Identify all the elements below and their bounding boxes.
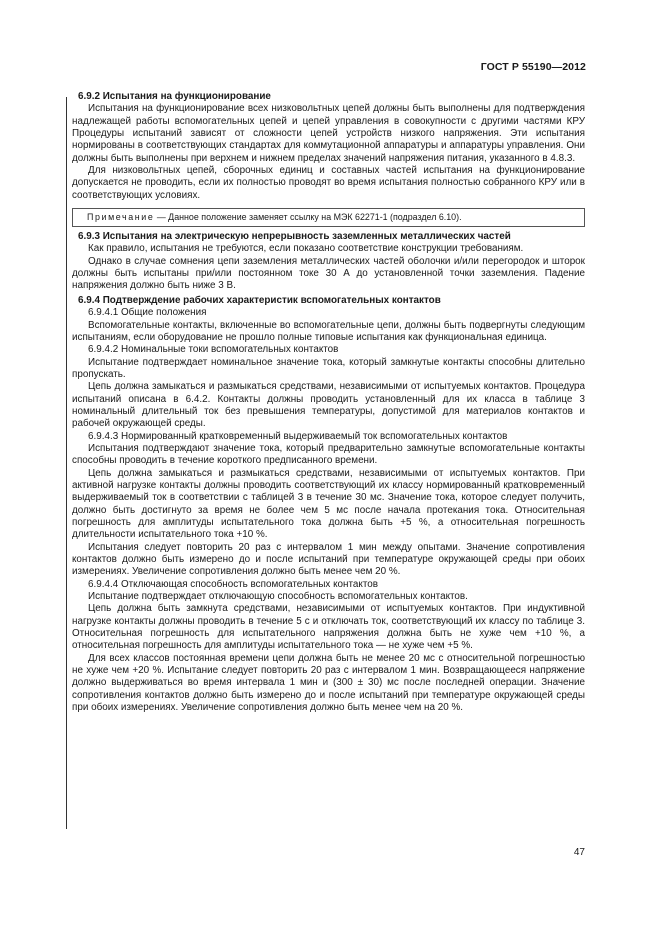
document-header: ГОСТ Р 55190—2012 (480, 61, 586, 73)
paragraph: Вспомогательные контакты, включенные во вспомогательные цепи, должны быть подвергнуты следующим испытаниям, если оборудование не прошло полные типовые испытания как функциональная единица. (72, 319, 585, 343)
section-heading-6-9-2: 6.9.2 Испытания на функционирование (78, 91, 271, 102)
section-heading-6-9-3: 6.9.3 Испытания на электрическую непрерывность заземленных металлических частей (78, 231, 511, 243)
paragraph: Испытания подтверждают значение тока, который предварительно замкнутые вспомогательные контакты способны проводить в течение короткого предписанного времени. (72, 442, 585, 467)
paragraph: Для низковольтных цепей, сборочных единиц и составных частей испытания на функционирование допускается не проводить, если их полностью проводят во время испытания полностью собранного КРУ или в соответствующих условиях. (72, 165, 585, 201)
subsection-heading-6-9-4-1: 6.9.4.1 Общие положения (88, 307, 207, 319)
paragraph: Испытание подтверждает номинальное значение тока, который замкнутые контакты способны длительно пропускать. (72, 356, 585, 380)
paragraph: Как правило, испытания не требуются, если показано соответствие конструкции требованиям. (88, 243, 524, 255)
subsection-heading-6-9-4-3: 6.9.4.3 Нормированный кратковременный выдерживаемый ток вспомогательных контактов (88, 430, 508, 442)
section-heading-6-9-4: 6.9.4 Подтверждение рабочих характеристик вспомогательных контактов (78, 294, 441, 306)
paragraph: Испытания следует повторить 20 раз с интервалом 1 мин между опытами. Значение сопротивления контактов должно быть измерено до и после испытаний при температуре окружающей среды при обоих измерениях. Увеличение сопротивления должно быть менее чем 20 %. (72, 541, 585, 578)
paragraph: Однако в случае сомнения цепи заземления металлических частей оболочки и/или перегородок и шторок должны быть испытаны при/или постоянном токе 30 А до установленной точки заземления. Падение напряжения должно быть ниже 3 В. (72, 255, 585, 292)
paragraph: Цепь должна замыкаться и размыкаться средствами, независимыми от испытуемых контактов. При активной нагрузке контакты должны проводить соответствующий их классу нормированный кратковременный выдерживаемый ток в соответствии с таблицей 3 в течение 30 мс. Значение тока, которое следует получить, должно быть достигнуто за время не более чем 5 мс после начала протекания тока. Относительная погрешность для амплитуды испытательного тока должна быть +5 %, а относительная погрешность длительности испытательного тока +10 %. (72, 467, 585, 541)
paragraph: Для всех классов постоянная времени цепи должна быть не менее 20 мс с относительной погрешностью не хуже чем +20 %. Испытание следует повторить 20 раз с интервалом 1 мин. Возвращающееся напряжение должно выдерживаться во время интервала 1 мин и (300 ± 30) мс после последней операции. Значение сопротивления контактов должно быть измерено до и после испытаний при температуре окружающей среды при обоих измерениях. Увеличение сопротивления должно быть менее чем на 20 %. (72, 652, 585, 714)
subsection-heading-6-9-4-4: 6.9.4.4 Отключающая способность вспомогательных контактов (88, 578, 378, 590)
paragraph: Цепь должна замыкаться и размыкаться средствами, независимыми от испытуемых контактов. Процедура испытаний описана в 6.4.2. Контакты должны проводить установленный для их класса в таблице 3 номинальный длительный ток без превышения температуры, допустимой для материалов контактов и рабочей окружающей среды. (72, 381, 585, 430)
paragraph: Испытание подтверждает отключающую способность вспомогательных контактов. (88, 591, 468, 603)
note-label: Примечание (87, 212, 155, 223)
page-number: 47 (573, 847, 585, 858)
note-box (72, 208, 585, 227)
document-body (72, 91, 585, 715)
revision-bar (66, 97, 67, 829)
note-text: — Данное положение заменяет ссылку на МЭК 62271-1 (подраздел 6.10). (154, 212, 462, 223)
subsection-heading-6-9-4-2: 6.9.4.2 Номинальные токи вспомогательных контактов (88, 344, 339, 356)
paragraph: Испытания на функционирование всех низковольтных цепей должны быть выполнены для подтверждения надлежащей работы вспомогательных цепей и цепей управления в совокупности с другими частями КРУ Процедуры испытаний зависят от сложности цепей устройств низкого напряжения. Эти испытания нормированы в соответствующих стандартах для коммутационной аппаратуры и аппаратуры управления. Они должны быть выполнены при верхнем и нижнем пределах значений напряжения питания, указанного в 4.8.3. (72, 103, 585, 164)
paragraph: Цепь должна быть замкнута средствами, независимыми от испытуемых контактов. При индуктивной нагрузке контакты должны проводить в течение 5 с и отключать ток, соответствующий их классу по таблице 3. Относительная погрешность для испытательного напряжения должна быть не хуже чем +10 %, а относительная погрешность для амплитуды испытательного тока — не хуже чем +5 %. (72, 603, 585, 652)
